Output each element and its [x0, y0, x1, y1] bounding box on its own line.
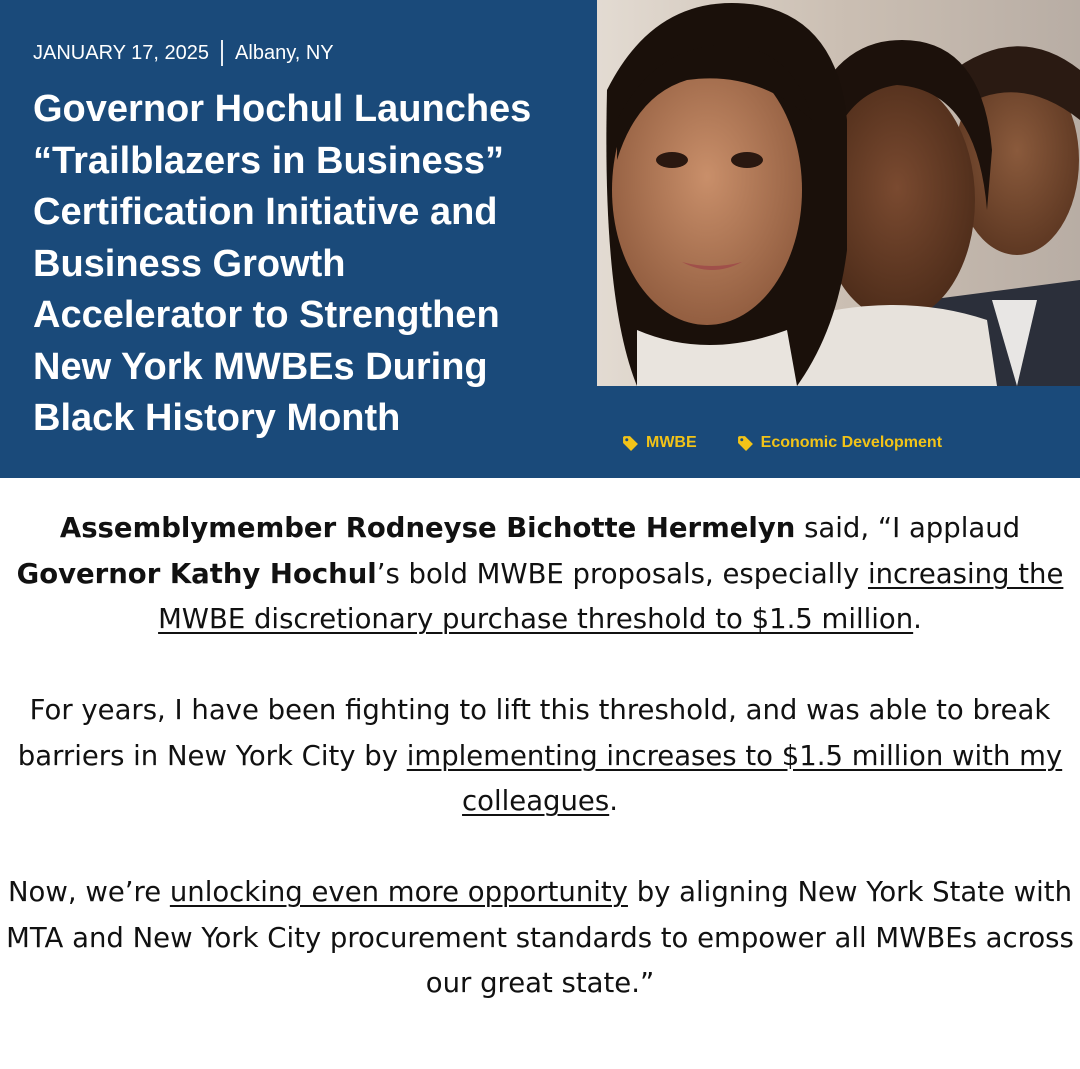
- headline-line: New York MWBEs During: [33, 345, 488, 388]
- quote-paragraph: [0, 506, 1080, 643]
- headline-line: “Trailblazers in Business”: [33, 139, 504, 182]
- headline-line: Certification Initiative and: [33, 191, 498, 233]
- tag-mwbe[interactable]: [622, 434, 697, 452]
- release-location: Albany, NY: [235, 41, 334, 64]
- headline-line: Black History Month: [33, 397, 401, 439]
- press-release-banner: [0, 0, 1080, 478]
- tag-list: [622, 434, 942, 452]
- dateline: [33, 40, 334, 66]
- release-date: JANUARY 17, 2025: [33, 41, 210, 64]
- quote-text: Now, we’re: [7, 876, 170, 908]
- tag-icon: [622, 435, 639, 452]
- quote-text: by aligning New York State with MTA and New York City procurement standards to empower all MWBEs across our great state.”: [6, 876, 1074, 999]
- quote-body: [0, 506, 1080, 1007]
- quote-text: said, “I applaud: [795, 512, 1021, 544]
- quote-paragraph: [0, 688, 1080, 825]
- quote-highlight: implementing increases to $1.5 million with my colleagues: [406, 739, 1063, 817]
- quote-paragraph: [0, 870, 1080, 1007]
- dateline-divider: [221, 40, 223, 66]
- headline-line: Governor Hochul Launches: [33, 88, 532, 130]
- headline: [33, 84, 598, 445]
- tag-icon: [737, 435, 754, 452]
- people-photo-illustration: [597, 0, 1080, 386]
- quote-text: .: [609, 785, 618, 817]
- header-photo: [597, 0, 1080, 386]
- quote-text: ’s bold MWBE proposals, especially: [376, 557, 868, 590]
- governor-name: Governor Kathy Hochul: [16, 557, 377, 590]
- quote-text: .: [913, 603, 922, 635]
- quote-text: For years, I have been fighting to lift this threshold, and was able to break barriers in New York City by: [17, 694, 1051, 772]
- quote-highlight: increasing the MWBE discretionary purchase threshold to $1.5 million: [158, 557, 1064, 635]
- headline-line: Business Growth: [33, 242, 346, 285]
- headline-line: Accelerator to Strengthen: [33, 294, 500, 336]
- quote-highlight: unlocking even more opportunity: [169, 876, 628, 908]
- tag-economic-development[interactable]: [737, 434, 942, 452]
- tag-label: Economic Development: [760, 434, 943, 451]
- tag-label: MWBE: [646, 434, 697, 451]
- speaker-name: Assemblymember Rodneyse Bichotte Hermelyn: [59, 512, 796, 544]
